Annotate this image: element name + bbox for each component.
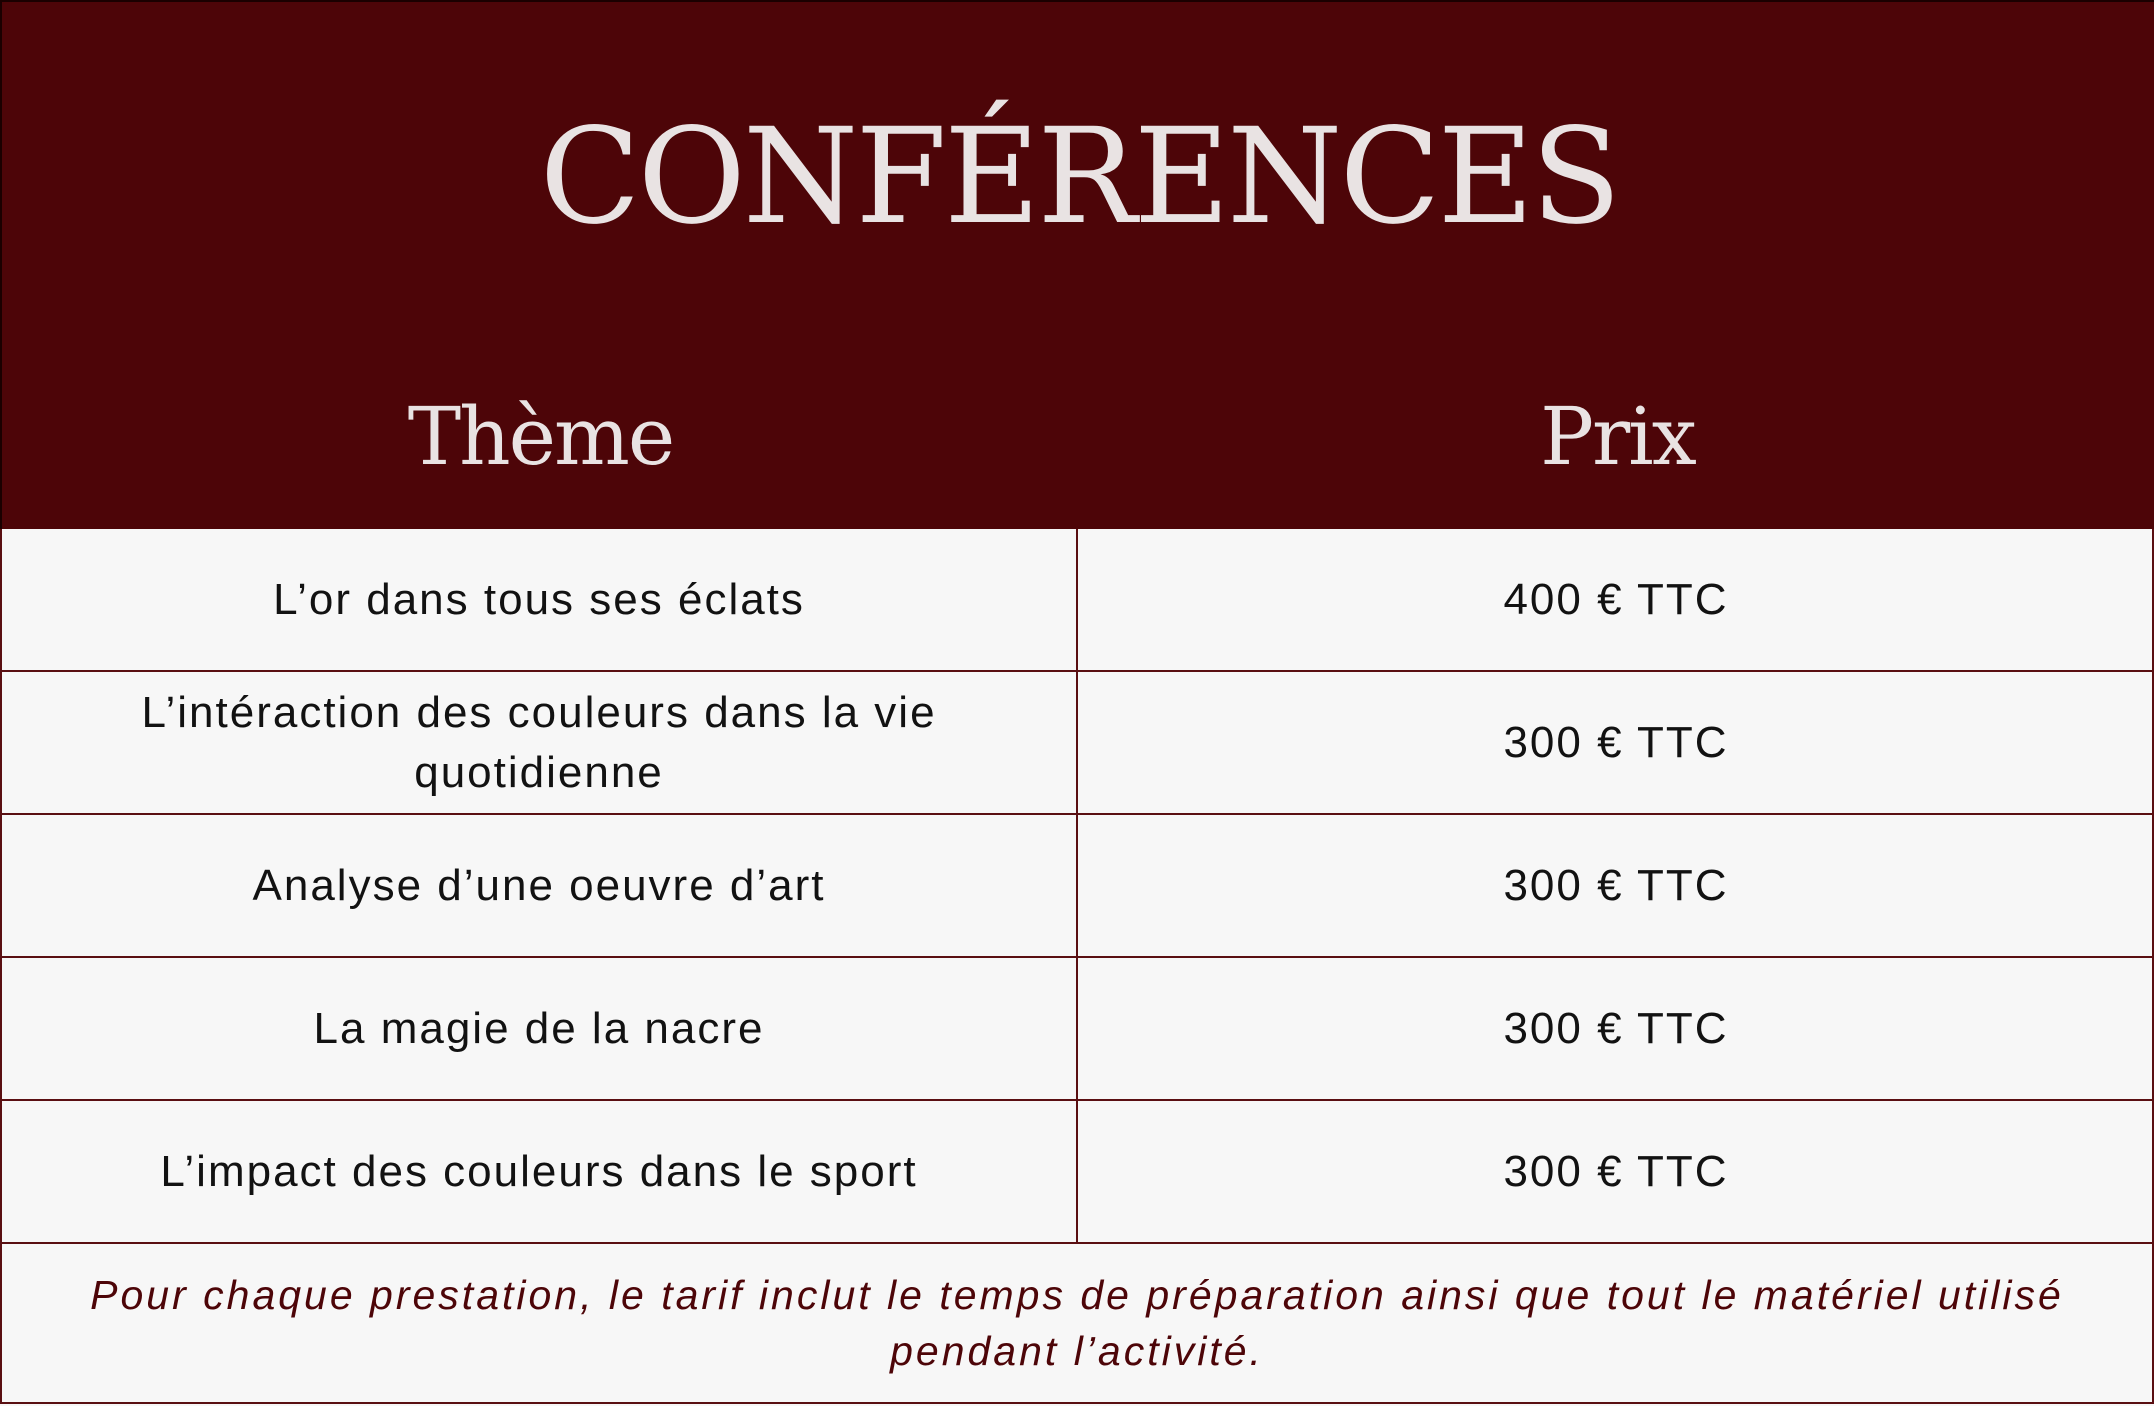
page-title: CONFÉRENCES — [539, 100, 1619, 254]
theme-cell: La magie de la nacre — [2, 958, 1078, 1099]
theme-cell: L’impact des couleurs dans le sport — [2, 1101, 1078, 1242]
price-cell: 400 € TTC — [1503, 574, 1729, 624]
theme-cell: L’intéraction des couleurs dans la vie quotidienne — [2, 672, 1078, 813]
table-row — [0, 529, 2154, 672]
price-cell: 300 € TTC — [1503, 717, 1729, 767]
table-row — [0, 815, 2154, 958]
column-header-price: Prix — [1540, 390, 1695, 483]
price-cell: 300 € TTC — [1503, 1146, 1729, 1196]
table-header — [0, 0, 2154, 531]
footnote: Pour chaque prestation, le tarif inclut le temps de préparation ainsi que tout le matériel utilisé pendant l’activité. — [0, 1244, 2154, 1404]
theme-cell: L’or dans tous ses éclats — [2, 529, 1078, 670]
price-cell: 300 € TTC — [1503, 1003, 1729, 1053]
theme-cell: Analyse d’une oeuvre d’art — [2, 815, 1078, 956]
price-cell: 300 € TTC — [1503, 860, 1729, 910]
table-row — [0, 672, 2154, 815]
column-header-theme: Thème — [407, 390, 674, 483]
table-row — [0, 958, 2154, 1101]
table-row — [0, 1101, 2154, 1244]
